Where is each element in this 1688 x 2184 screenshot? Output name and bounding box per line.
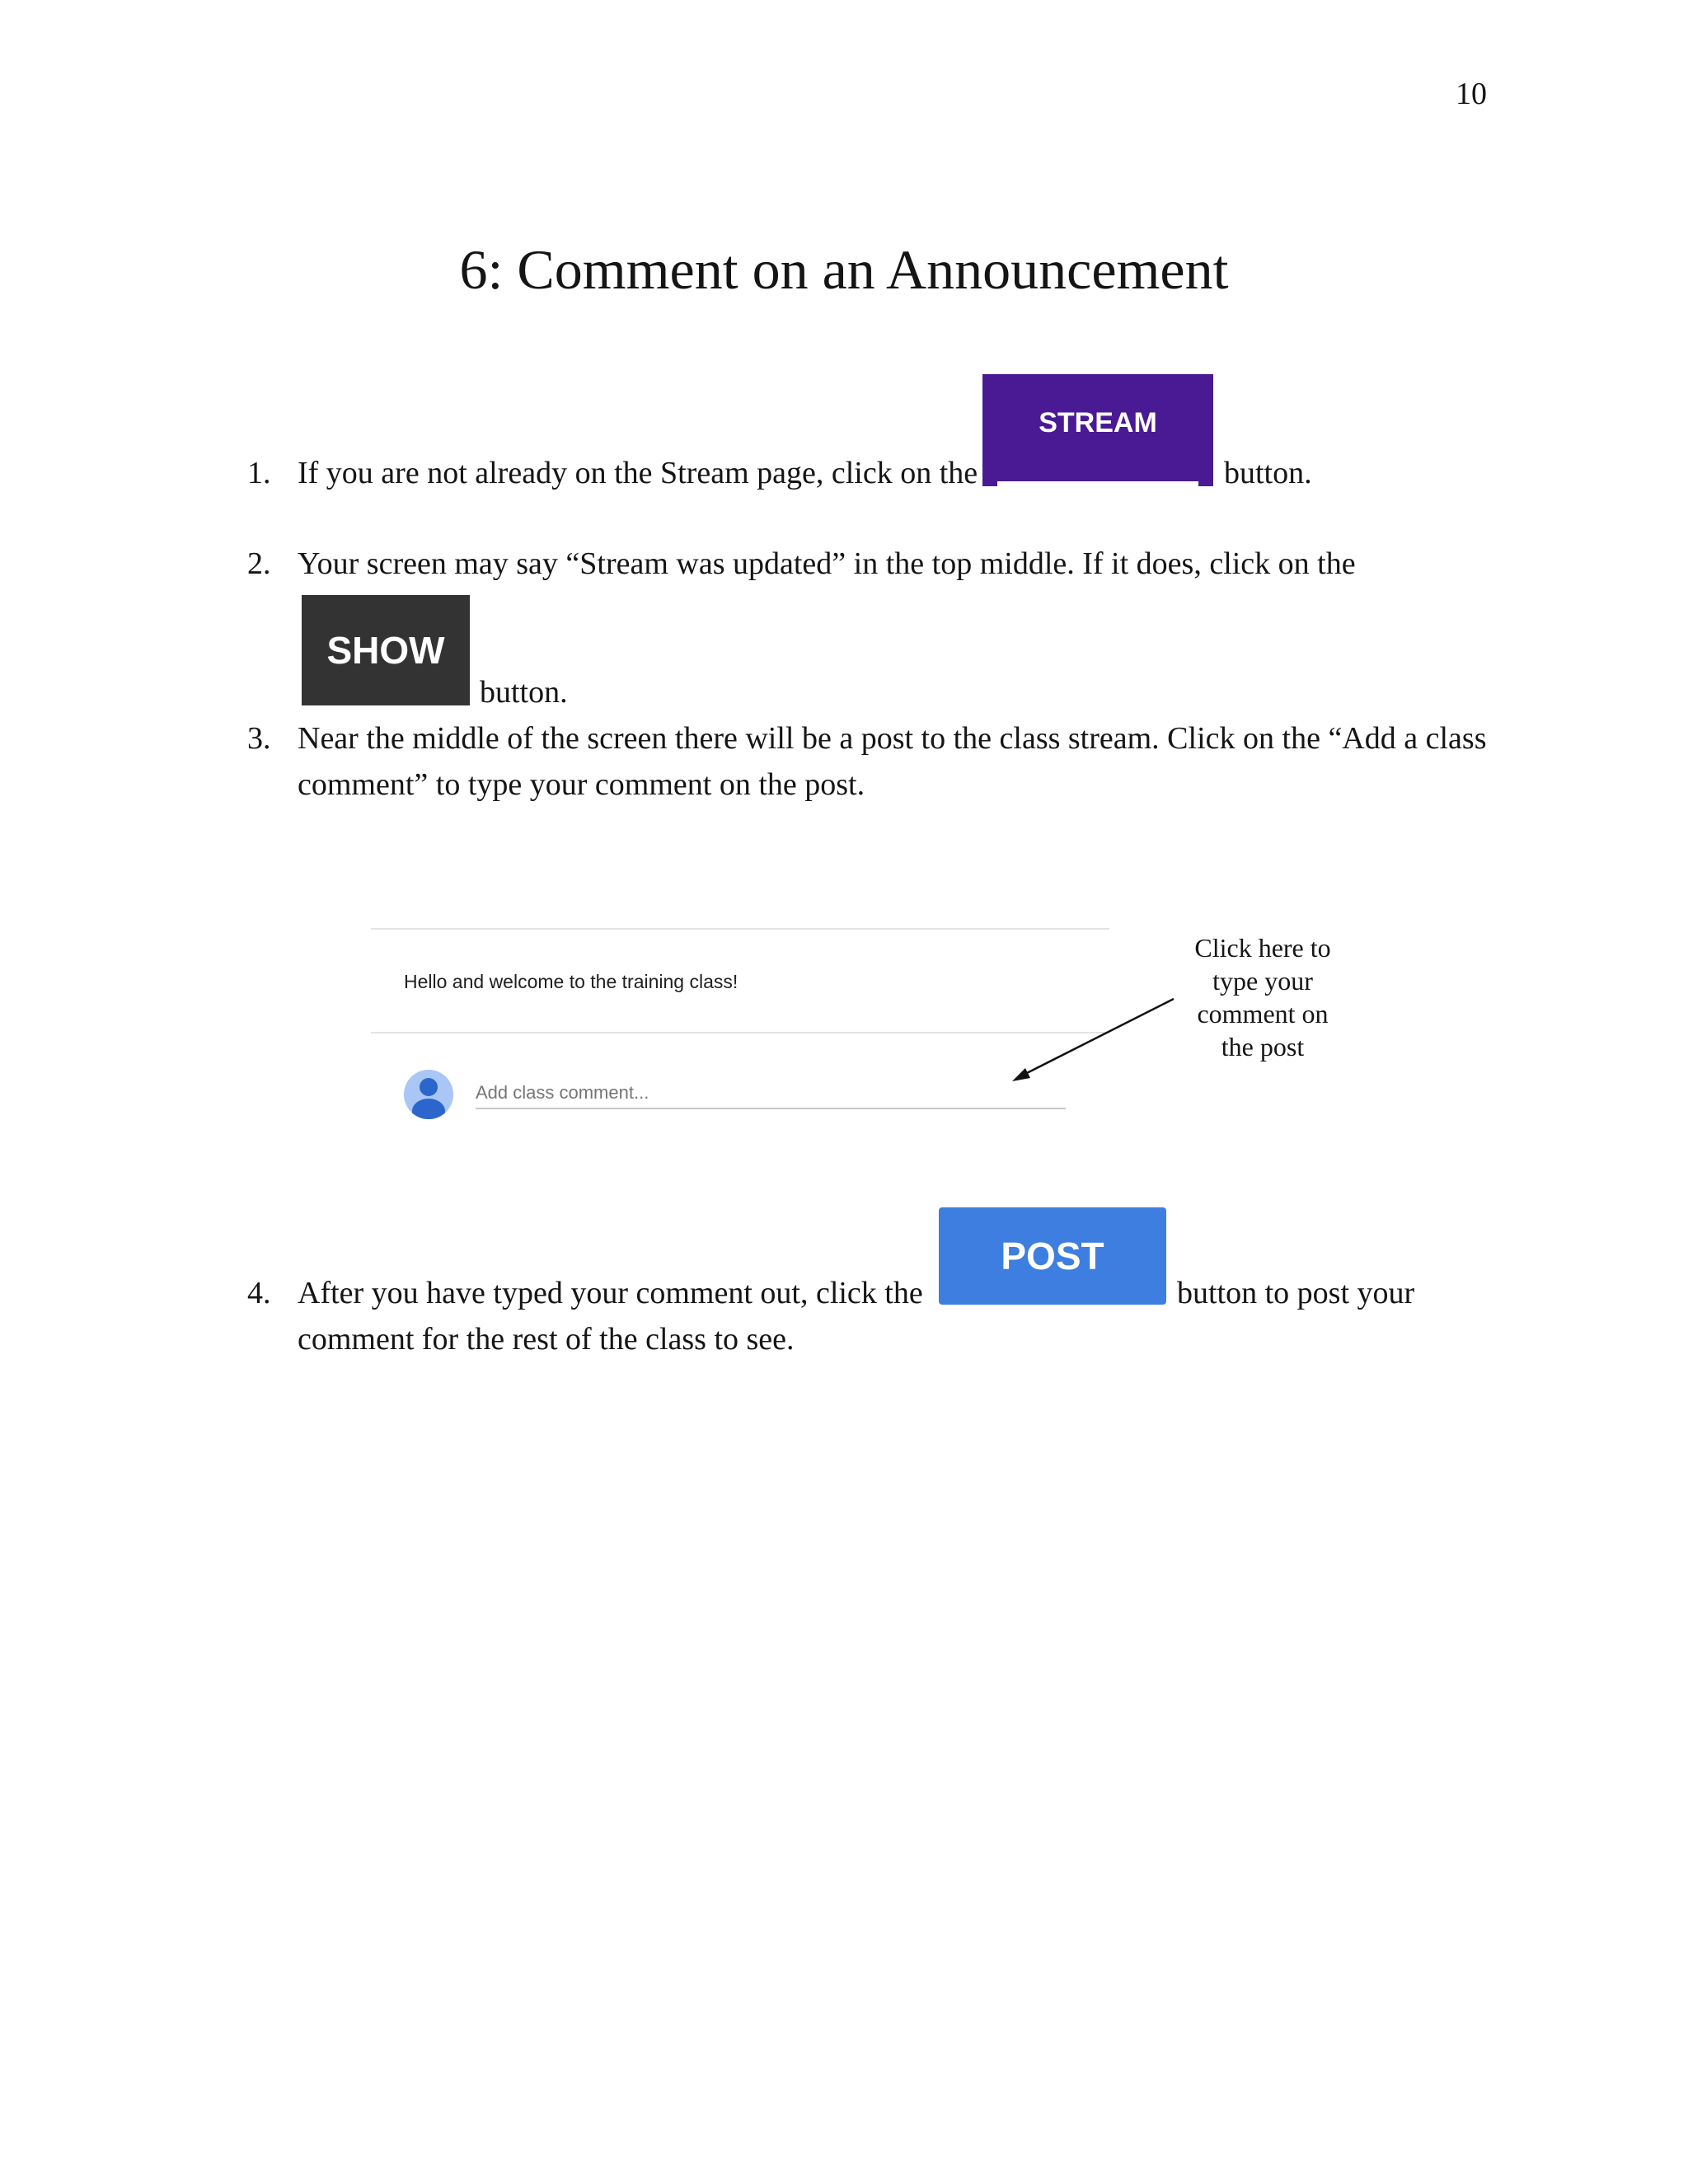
stream-post-screenshot xyxy=(371,928,1109,1126)
step-1-text-after: button. xyxy=(1224,456,1312,490)
step-4-text-after: button to post your xyxy=(1177,1276,1415,1310)
show-button[interactable]: SHOW xyxy=(302,595,470,705)
stream-tab-underline xyxy=(997,481,1198,486)
callout-line: comment on xyxy=(1197,999,1329,1029)
callout-arrow-icon xyxy=(1006,989,1195,1088)
step-4-text: After you have typed your comment out, click the xyxy=(298,1276,923,1310)
post-button[interactable]: POST xyxy=(939,1207,1166,1305)
post-text: Hello and welcome to the training class! xyxy=(404,971,738,992)
stream-button[interactable] xyxy=(982,374,1213,486)
callout-note xyxy=(1177,931,1348,1063)
stream-button-label: STREAM xyxy=(1039,407,1157,438)
step-2-text-after: button. xyxy=(480,675,568,710)
step-4-text-line2: comment for the rest of the class to see. xyxy=(298,1322,795,1357)
step-4-number: 4. xyxy=(247,1276,271,1310)
step-1-text: If you are not already on the Stream page, click on the xyxy=(298,456,978,490)
step-3-number: 3. xyxy=(247,721,271,756)
step-3-text-line2: comment” to type your comment on the post. xyxy=(298,767,865,802)
add-class-comment-input[interactable] xyxy=(476,1078,1066,1109)
step-3-text-line1: Near the middle of the screen there will be a post to the class stream. Click on the “Add a class xyxy=(298,721,1487,756)
page-title: 6: Comment on an Announcement xyxy=(459,238,1229,301)
callout-line: type your xyxy=(1212,966,1313,996)
post-bottom-divider xyxy=(371,1032,1109,1033)
step-2-number: 2. xyxy=(247,546,271,581)
step-1-number: 1. xyxy=(247,456,271,490)
avatar-icon xyxy=(404,1070,453,1119)
page-number: 10 xyxy=(1456,77,1487,111)
step-2-text: Your screen may say “Stream was updated” in the top middle. If it does, click on the xyxy=(298,546,1356,581)
post-top-divider xyxy=(371,928,1109,930)
callout-line: Click here to xyxy=(1194,933,1331,963)
callout-line: the post xyxy=(1221,1032,1305,1062)
